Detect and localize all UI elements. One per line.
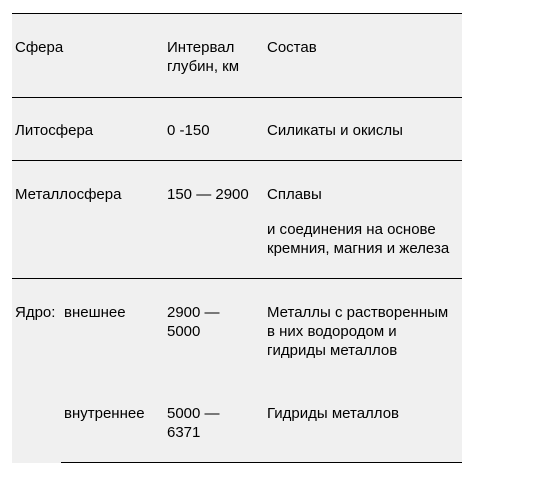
header-depth-line1: Интервал xyxy=(167,39,235,56)
core-inner-depth-line1: 5000 — xyxy=(167,405,220,422)
earth-spheres-table xyxy=(12,13,462,463)
core-outer-composition-line3: гидриды металлов xyxy=(267,342,398,359)
metallosphere-rule xyxy=(12,278,462,279)
core-inner-depth-line2: 6371 xyxy=(167,424,201,441)
metallosphere-depth: 150 — 2900 xyxy=(167,186,249,203)
core-outer-depth-line1: 2900 — xyxy=(167,304,220,321)
core-outer-composition-line1: Металлы с растворенным xyxy=(267,304,449,321)
lithosphere-rule xyxy=(12,160,462,161)
lithosphere-depth: 0 -150 xyxy=(167,122,210,139)
header-rule xyxy=(12,97,462,98)
metallosphere-composition-line3: кремния, магния и железа xyxy=(267,240,450,257)
core-outer-depth-line2: 5000 xyxy=(167,323,201,340)
core-outer-composition-line2: в них водородом и xyxy=(267,323,397,340)
header-depth-line2: глубин, км xyxy=(167,58,240,75)
core-inner-composition: Гидриды металлов xyxy=(267,405,400,422)
metallosphere-sphere: Металлосфера xyxy=(15,186,122,203)
core-inner-label: внутреннее xyxy=(64,405,145,422)
table-top-rule xyxy=(12,13,462,14)
core-outer-label: внешнее xyxy=(64,304,126,321)
metallosphere-composition-line1: Сплавы xyxy=(267,186,322,203)
lithosphere-composition: Силикаты и окислы xyxy=(267,122,403,139)
header-composition: Состав xyxy=(267,39,317,56)
core-sphere: Ядро: xyxy=(15,304,56,321)
lithosphere-sphere: Литосфера xyxy=(15,122,94,139)
table-bottom-rule xyxy=(61,462,462,463)
header-sphere: Сфера xyxy=(15,39,64,56)
metallosphere-composition-line2: и соединения на основе xyxy=(267,221,436,238)
